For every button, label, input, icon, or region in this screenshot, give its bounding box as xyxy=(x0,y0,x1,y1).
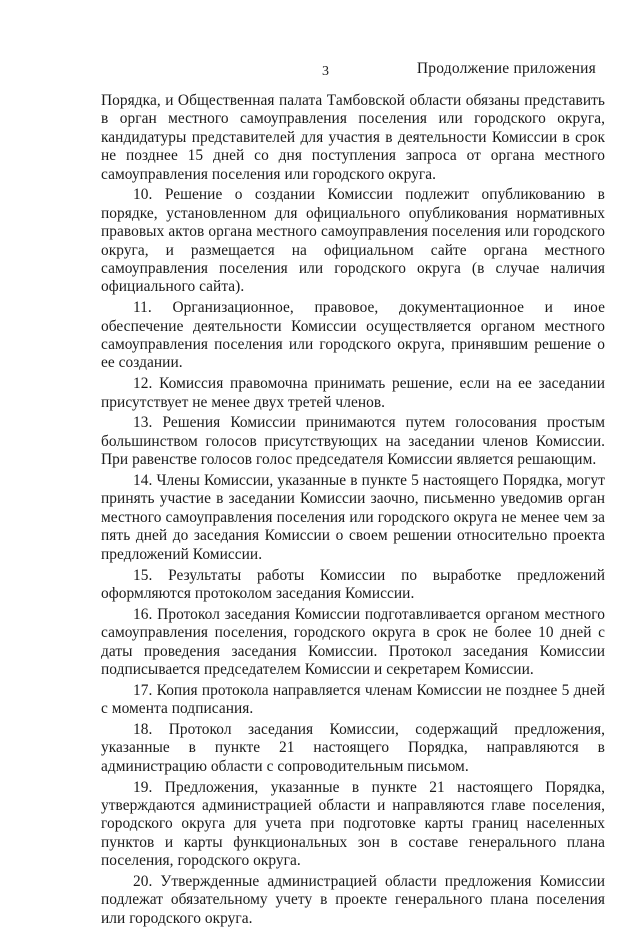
paragraph-16: 16. Протокол заседания Комиссии подготавливается органом местного самоуправления поселения, городского округа в срок не более 10 дней с даты проведения заседания Комиссии. Протокол заседания Комиссии подписывается председателем Комиссии и секретарем Комиссии. xyxy=(101,605,605,678)
continuation-header: Продолжение приложения xyxy=(416,60,596,77)
paragraph-13: 13. Решения Комиссии принимаются путем голосования простым большинством голосов присутствующих на заседании членов Комиссии. При равенстве голосов голос председателя Комиссии является решающим. xyxy=(101,414,605,469)
paragraph-10: 10. Решение о создании Комиссии подлежит опубликованию в порядке, установленном для официального опубликования нормативных правовых актов органа местного самоуправления поселения или городского округа, и размещается на официальном сайте органа местного самоуправления поселения или городского округа (в случае наличия официального сайта). xyxy=(101,186,605,296)
paragraph-15: 15. Результаты работы Комиссии по выработке предложений оформляются протоколом заседания Комиссии. xyxy=(101,566,605,602)
paragraph-12: 12. Комиссия правомочна принимать решение, если на ее заседании присутствует не менее двух третей членов. xyxy=(101,375,605,411)
paragraph-18: 18. Протокол заседания Комиссии, содержащий предложения, указанные в пункте 21 настоящего Порядка, направляются в администрацию области с сопроводительным письмом. xyxy=(101,720,605,775)
paragraph-17: 17. Копия протокола направляется членам Комиссии не позднее 5 дней с момента подписания. xyxy=(101,681,605,718)
paragraph-14: 14. Члены Комиссии, указанные в пункте 5 настоящего Порядка, могут принять участие в заседании Комиссии заочно, письменно уведомив орган местного самоуправления поселения или городского округа не менее чем за пять дней до заседания Комиссии о своем решении относительно проекта предложений Комиссии. xyxy=(101,472,605,563)
document-body xyxy=(101,92,605,931)
page-number: 3 xyxy=(322,64,329,79)
paragraph-20: 20. Утвержденные администрацией области предложения Комиссии подлежат обязательному учету в проекте генерального плана поселения или городского округа. xyxy=(101,872,605,927)
paragraph-11: 11. Организационное, правовое, документационное и иное обеспечение деятельности Комиссии осуществляется органом местного самоуправления поселения или городского округа, принявшим решение о ее создании. xyxy=(101,299,605,372)
paragraph-continuation: Порядка, и Общественная палата Тамбовской области обязаны представить в орган местного самоуправления поселения или городского округа, кандидатуры представителей для участия в деятельности Комиссии в срок не позднее 15 дней со дня поступления запроса от органа местного самоуправления поселения или городского округа. xyxy=(101,92,605,183)
paragraph-19: 19. Предложения, указанные в пункте 21 настоящего Порядка, утверждаются администрацией области и направляются главе поселения, городского округа для учета при подготовке карты границ населенных пунктов и карты функциональных зон в составе генерального плана поселения, городского округа. xyxy=(101,778,605,870)
